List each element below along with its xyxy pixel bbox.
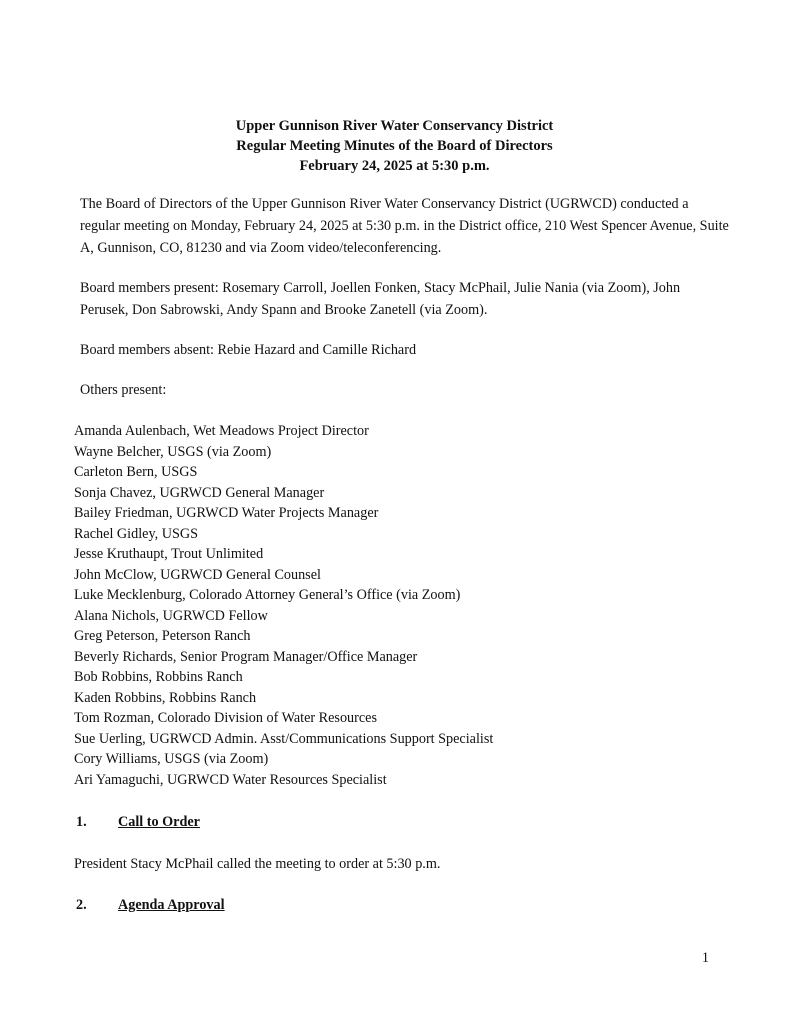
list-item: Luke Mecklenburg, Colorado Attorney General’s Office (via Zoom) — [74, 587, 461, 603]
list-item: Alana Nichols, UGRWCD Fellow — [74, 607, 268, 624]
list-item: Kaden Robbins, Robbins Ranch — [74, 689, 257, 706]
section-number: 2. — [76, 897, 87, 913]
list-item: John McClow, UGRWCD General Counsel — [74, 566, 321, 583]
others-present-label: Others present: — [80, 382, 167, 398]
list-item: Sue Uerling, UGRWCD Admin. Asst/Communications Support Specialist — [74, 730, 494, 747]
list-item: Ari Yamaguchi, UGRWCD Water Resources Specialist — [74, 771, 387, 788]
list-item: Cory Williams, USGS (via Zoom) — [74, 751, 269, 767]
call-to-order-paragraph: President Stacy McPhail called the meeting to order at 5:30 p.m. — [74, 856, 441, 872]
list-item: Greg Peterson, Peterson Ranch — [74, 628, 251, 644]
list-item: Bailey Friedman, UGRWCD Water Projects Manager — [74, 505, 379, 521]
section-title: Agenda Approval — [118, 897, 225, 913]
intro-paragraph: The Board of Directors of the Upper Gunnison River Water Conservancy District (UGRWCD) conducted a regular meeting on Monday, February 24, 2025 at 5:30 p.m. in the District office, 210 West Spencer Avenue, Suite A, Gunnison, CO, 81230 and via Zoom video/teleconferencing. — [80, 196, 729, 256]
document-title: Regular Meeting Minutes of the Board of Directors — [236, 138, 553, 154]
members-absent-paragraph: Board members absent: Rebie Hazard and Camille Richard — [80, 342, 417, 358]
document-header — [0, 116, 789, 176]
list-item: Tom Rozman, Colorado Division of Water Resources — [74, 710, 377, 726]
list-item: Jesse Kruthaupt, Trout Unlimited — [74, 546, 264, 562]
section-number: 1. — [76, 814, 87, 830]
section-heading-agenda-approval — [76, 895, 225, 915]
list-item: Amanda Aulenbach, Wet Meadows Project Director — [74, 423, 369, 439]
attendee-list — [74, 421, 493, 790]
list-item: Wayne Belcher, USGS (via Zoom) — [74, 443, 272, 460]
list-item: Beverly Richards, Senior Program Manager/Office Manager — [74, 648, 418, 665]
list-item: Carleton Bern, USGS — [74, 464, 198, 480]
list-item: Sonja Chavez, UGRWCD General Manager — [74, 484, 325, 501]
page-number: 1 — [701, 950, 709, 966]
list-item: Rachel Gidley, USGS — [74, 525, 198, 542]
list-item: Bob Robbins, Robbins Ranch — [74, 669, 243, 685]
section-title: Call to Order — [118, 814, 200, 830]
section-heading-call-to-order — [76, 812, 200, 832]
meeting-date: February 24, 2025 at 5:30 p.m. — [299, 158, 490, 174]
district-name: Upper Gunnison River Water Conservancy District — [235, 118, 554, 134]
members-present-paragraph: Board members present: Rosemary Carroll, Joellen Fonken, Stacy McPhail, Julie Nania (via Zoom), John Perusek, Don Sabrowski, Andy Spann and Brooke Zanetell (via Zoom). — [80, 280, 681, 318]
